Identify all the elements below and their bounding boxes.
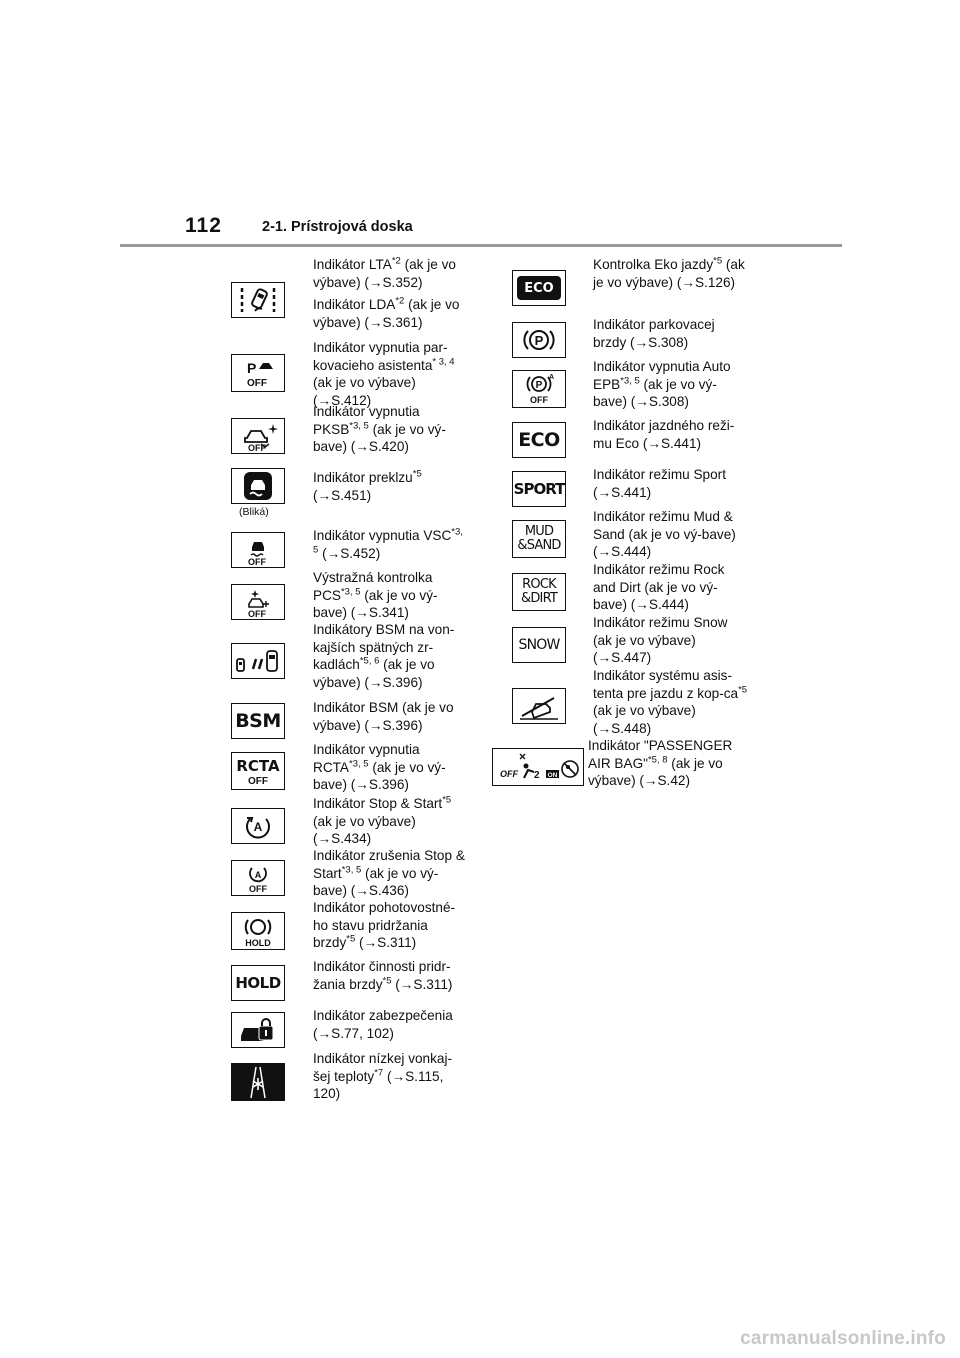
bsm-mirror-icon xyxy=(231,643,285,679)
svg-text:A: A xyxy=(253,820,263,834)
slip-indicator-icon xyxy=(231,468,285,504)
low-temperature-icon xyxy=(231,1063,285,1101)
eco-drive-description: Kontrolka Eko jazdy$^{*5}$ (ak je vo výbave) (→S.126) xyxy=(593,255,745,290)
parking-brake-description: Indikátor parkovacej brzdy (→S.308) xyxy=(593,317,715,350)
pcs-description: Výstražná kontrolka PCS$^{*3, 5}$ (ak je vo vý-bave) (→S.341) xyxy=(313,570,438,620)
parking-assist-off-description: Indikátor vypnutia par-kovacieho asistenta$^{* 3, 4}$ (ak je vo výbave) (→S.412) xyxy=(313,340,455,408)
pksb-off-icon xyxy=(231,418,285,454)
svg-text:OFF: OFF xyxy=(247,378,267,389)
snow-mode-icon: SNOW xyxy=(512,627,566,663)
auto-epb-off-icon xyxy=(512,370,566,408)
snow-mode-description: Indikátor režimu Snow (ak je vo výbave) (→S.447) xyxy=(593,615,728,665)
security-lock-icon xyxy=(231,1012,285,1048)
slip-flashing-label: (Bliká) xyxy=(239,506,269,518)
bsm-mirror-description: Indikátory BSM na von-kajších spätných zr-kadlách$^{*5, 6}$ (ak je vo výbave) (→S.396) xyxy=(313,622,455,690)
stop-start-off-description: Indikátor zrušenia Stop & Start$^{*3, 5}$ (ak je vo vý-bave) (→S.436) xyxy=(313,848,465,898)
parking-brake-icon xyxy=(512,322,566,358)
low-temperature-description: Indikátor nízkej vonkaj-šej teploty$^{*7}$ (→S.115, 120) xyxy=(313,1051,453,1101)
hold-text-icon: HOLD xyxy=(231,965,285,1001)
lane-tracing-assist-icon xyxy=(231,282,285,318)
pksb-off-description: Indikátor vypnutia PKSB$^{*3, 5}$ (ak je vo vý-bave) (→S.420) xyxy=(313,404,446,454)
sport-mode-description: Indikátor režimu Sport (→S.441) xyxy=(593,467,726,500)
mud-sand-mode-icon: MUD &SAND xyxy=(512,520,566,558)
rcta-off-icon xyxy=(231,752,285,790)
svg-text:OFF: OFF xyxy=(248,557,266,566)
svg-text:P: P xyxy=(247,360,257,376)
eco-mode-description: Indikátor jazdného reži-mu Eco (→S.441) xyxy=(593,418,735,451)
lda-description: Indikátor LDA$^{*2}$ (ak je vo výbave) (→S.361) xyxy=(313,295,460,330)
parking-assist-off-icon xyxy=(231,354,285,392)
svg-text:A: A xyxy=(254,870,262,880)
rcta-off-description: Indikátor vypnutia RCTA$^{*3, 5}$ (ak je vo vý-bave) (→S.396) xyxy=(313,742,446,792)
passenger-airbag-icon xyxy=(492,748,584,786)
stop-start-icon xyxy=(231,808,285,844)
svg-text:ON: ON xyxy=(547,772,558,779)
rock-dirt-description: Indikátor režimu Rock and Dirt (ak je vo vý-bave) (→S.444) xyxy=(593,562,725,612)
svg-text:HOLD: HOLD xyxy=(245,938,271,948)
brake-hold-standby-description: Indikátor pohotovostné-ho stavu pridržania brzdy$^{*5}$ (→S.311) xyxy=(313,900,456,950)
sport-mode-icon: SPORT xyxy=(512,471,566,507)
svg-text:OFF: OFF xyxy=(500,769,518,779)
eco-drive-icon: ECO xyxy=(512,270,566,306)
svg-text:OFF: OFF xyxy=(248,609,266,618)
pcs-warning-icon xyxy=(231,584,285,620)
bsm-text-icon: BSM xyxy=(231,703,285,739)
header-rule xyxy=(120,244,842,247)
vsc-off-description: Indikátor vypnutia VSC$^{*3, 5}$ (→S.452) xyxy=(313,526,463,561)
svg-text:RCTA: RCTA xyxy=(236,757,280,775)
brake-hold-standby-icon xyxy=(231,912,285,950)
vsc-off-icon xyxy=(231,532,285,568)
mud-sand-description: Indikátor režimu Mud & Sand (ak je vo vý-bave) (→S.444) xyxy=(593,509,736,559)
svg-text:A: A xyxy=(549,374,555,381)
stop-start-off-icon xyxy=(231,860,285,896)
security-description: Indikátor zabezpečenia (→S.77, 102) xyxy=(313,1008,453,1041)
svg-text:2: 2 xyxy=(534,770,540,781)
downhill-assist-description: Indikátor systému asis-tenta pre jazdu z kop-$ca^{*5}$ (ak je vo výbave) (→S.448) xyxy=(593,668,748,736)
stop-start-description: Indikátor Stop & Start$^{*5}$ (ak je vo výbave) (→S.434) xyxy=(313,794,452,846)
svg-text:P: P xyxy=(534,333,544,348)
section-title: 2-1. Prístrojová doska xyxy=(262,219,413,235)
auto-epb-off-description: Indikátor vypnutia Auto EPB$^{*3, 5}$ (ak je vo vý-bave) (→S.308) xyxy=(593,359,731,409)
lta-description: Indikátor LTA$^{*2}$ (ak je vo výbave) (→S.352) xyxy=(313,255,456,290)
svg-text:OFF: OFF xyxy=(530,395,548,405)
passenger-airbag-description: Indikátor "PASSENGER AIR BAG"$^{*5, 8}$ (ak je vo výbave) (→S.42) xyxy=(588,738,733,788)
watermark: carmanualsonline.info xyxy=(740,1328,946,1349)
hold-description: Indikátor činnosti pridr-žania brzdy$^{*5}$ (→S.311) xyxy=(313,959,453,992)
page-number: 112 xyxy=(185,214,222,237)
svg-text:OFF: OFF xyxy=(248,443,266,452)
bsm-description: Indikátor BSM (ak je vo výbave) (→S.396) xyxy=(313,700,454,733)
svg-text:P: P xyxy=(535,380,543,391)
rock-dirt-mode-icon: ROCK &DIRT xyxy=(512,573,566,611)
slip-description: Indikátor preklzu$^{*5}$ (→S.451) xyxy=(313,468,422,503)
svg-text:OFF: OFF xyxy=(249,884,267,894)
eco-mode-icon: ECO xyxy=(512,422,566,458)
downhill-assist-icon xyxy=(512,688,566,724)
svg-text:OFF: OFF xyxy=(248,776,268,787)
